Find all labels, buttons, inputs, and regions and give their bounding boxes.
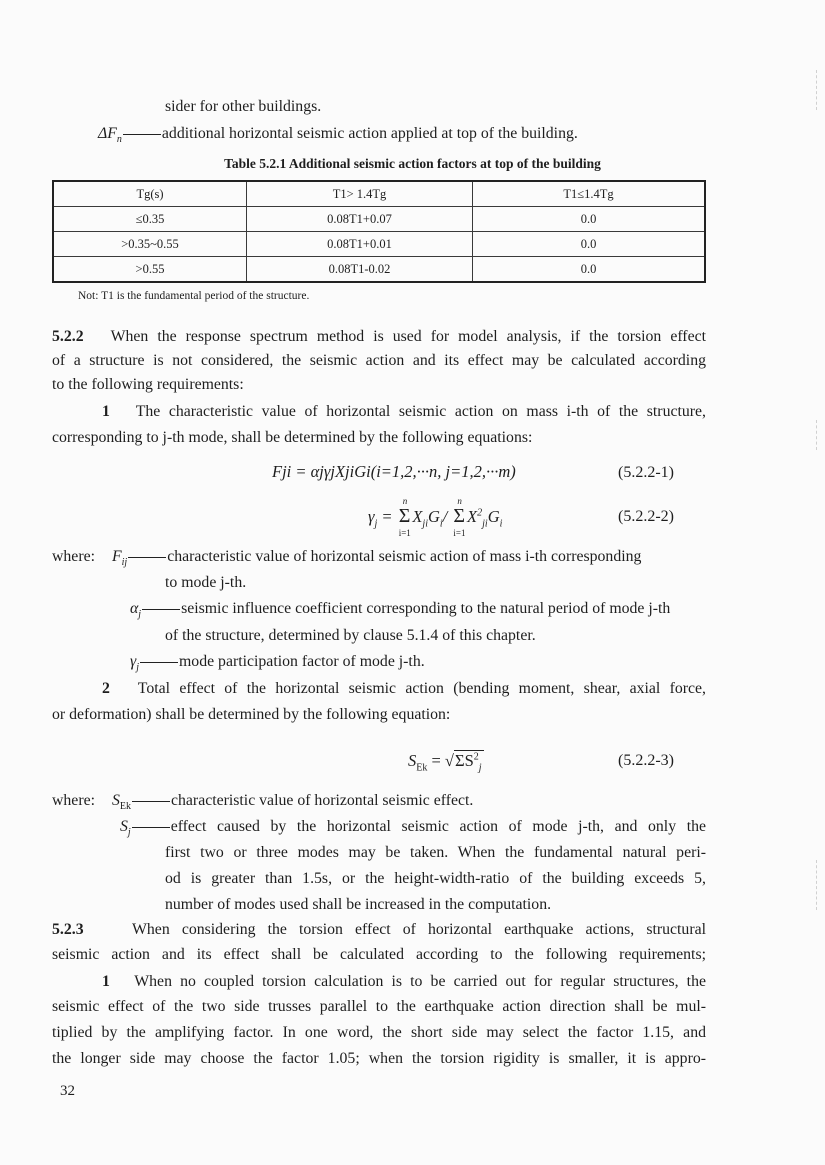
- table-note: Not: T1 is the fundamental period of the structure.: [78, 290, 310, 302]
- item-1-line1: [102, 973, 706, 991]
- item-1-line2: corresponding to j-th mode, shall be determined by the following equations:: [52, 429, 533, 446]
- definition-sj-cont: od is greater than 1.5s, or the height-width-ratio of the building exceeds 5,: [165, 870, 706, 887]
- equation-5-2-2-3: $S_{Ek} = √\Sigma S^2_j$: [408, 751, 482, 774]
- table-cell: 0.0: [473, 257, 706, 283]
- definition-text: characteristic value of horizontal seismic effect.: [171, 792, 474, 809]
- clause-5-2-3-line1: [52, 921, 706, 939]
- definition-text: seismic influence coefficient corresponding to the natural period of mode j-th: [181, 600, 671, 617]
- table-caption: Table 5.2.1 Additional seismic action factors at top of the building: [224, 156, 601, 171]
- item-1-line3: tiplied by the amplifying factor. In one word, the short side may select the factor 1.15, and: [52, 1024, 706, 1041]
- definition-dash: [123, 134, 161, 135]
- definition-sj-cont: first two or three modes may be taken. When the fundamental natural peri-: [165, 844, 706, 861]
- clause-5-2-3-line2: seismic action and its effect shall be calculated according to the following requirements;: [52, 946, 706, 963]
- delta-f-text: additional horizontal seismic action applied at top of the building.: [161, 125, 578, 142]
- definition-sek: $S_{Ek}$ characteristic value of horizontal seismic effect.: [112, 792, 474, 813]
- definition-dash: [140, 662, 178, 663]
- equation-number: (5.2.2-2): [618, 508, 674, 525]
- definition-gamma: $\gamma_j$ mode participation factor of mode j-th.: [130, 653, 425, 674]
- table-row: [53, 232, 705, 257]
- where-label: where:: [52, 792, 95, 809]
- clause-5-2-2-line3: to the following requirements:: [52, 376, 244, 393]
- item-number: 1: [102, 973, 110, 990]
- item-2-line2: or deformation) shall be determined by the following equation:: [52, 706, 451, 723]
- definition-dash: [132, 801, 170, 802]
- definition-dash: [132, 827, 170, 828]
- table-row: [53, 207, 705, 232]
- clause-text: When considering the torsion effect of horizontal earthquake actions, structural: [132, 921, 706, 938]
- scan-edge-mark: [816, 70, 817, 110]
- table-cell: ≤0.35: [53, 207, 247, 232]
- table-header-cell: Tg(s): [53, 181, 247, 207]
- clause-5-2-2-line1: [52, 328, 706, 346]
- seismic-factor-table: [52, 180, 706, 283]
- equation-number: (5.2.2-3): [618, 752, 674, 769]
- table-header-row: [53, 181, 705, 207]
- scan-edge-mark: [816, 420, 817, 450]
- item-text: The characteristic value of horizontal seismic action on mass i-th of the structure,: [135, 403, 706, 420]
- item-text: Total effect of the horizontal seismic action (bending moment, shear, axial force,: [137, 680, 706, 697]
- delta-f-symbol: ΔF: [98, 125, 117, 142]
- item-1-line2: seismic effect of the two side trusses parallel to the earthquake action direction shall be mul-: [52, 998, 706, 1015]
- definition-fij: $F_{ij}$ characteristic value of horizontal seismic action of mass i-th corresponding: [112, 548, 642, 569]
- equation-5-2-2-2: $\gamma_j$ = n Σ i=1 $X_{ji}G_i/$ n Σ i=1 $X^2_{ji}G_i$: [368, 496, 503, 538]
- definition-dash: [142, 609, 180, 610]
- definition-fij-cont: to mode j-th.: [165, 574, 247, 591]
- clause-number: 5.2.2: [52, 328, 84, 345]
- item-number: 1: [102, 403, 110, 420]
- definition-sj-cont: number of modes used shall be increased in the computation.: [165, 896, 552, 913]
- item-2-line1: [102, 680, 706, 698]
- table-row: [53, 257, 705, 283]
- definition-text: mode participation factor of mode j-th.: [179, 653, 425, 670]
- clause-text: When the response spectrum method is used for model analysis, if the torsion effect: [110, 328, 706, 345]
- table-cell: 0.0: [473, 232, 706, 257]
- delta-f-subscript: n: [116, 134, 122, 146]
- where-label: where:: [52, 548, 95, 565]
- definition-alpha-cont: of the structure, determined by clause 5.1.4 of this chapter.: [165, 627, 536, 644]
- table-header-cell: T1≤1.4Tg: [473, 181, 706, 207]
- definition-text: characteristic value of horizontal seismic action of mass i-th corresponding: [167, 548, 642, 565]
- table-header-cell: T1> 1.4Tg: [247, 181, 473, 207]
- table-cell: >0.35~0.55: [53, 232, 247, 257]
- delta-f-definition: [98, 125, 578, 146]
- item-1-line4: the longer side may choose the factor 1.05; when the torsion rigidity is smaller, it is appro-: [52, 1050, 706, 1067]
- definition-sj: $S_j$ effect caused by the horizontal seismic action of mode j-th, and only the: [120, 818, 706, 839]
- clause-5-2-2-line2: of a structure is not considered, the seismic action and its effect may be calculated according: [52, 352, 706, 369]
- clause-number: 5.2.3: [52, 921, 84, 938]
- definition-alpha: $\alpha_j$ seismic influence coefficient corresponding to the natural period of mode j-th: [130, 600, 671, 621]
- page-number: 32: [60, 1083, 75, 1099]
- continued-text: sider for other buildings.: [165, 98, 322, 115]
- equation-5-2-2-1: Fji = αjγjXjiGi(i=1,2,···n, j=1,2,···m): [272, 462, 516, 481]
- table-cell: 0.08T1+0.01: [247, 232, 473, 257]
- item-1-line1: [102, 403, 706, 421]
- scan-edge-mark: [816, 860, 817, 910]
- item-number: 2: [102, 680, 110, 697]
- definition-text: effect caused by the horizontal seismic action of mode j-th, and only the: [170, 818, 706, 835]
- table-cell: >0.55: [53, 257, 247, 283]
- item-text: When no coupled torsion calculation is to be carried out for regular structures, the: [134, 973, 706, 990]
- definition-dash: [128, 557, 166, 558]
- equation-number: (5.2.2-1): [618, 464, 674, 481]
- table-cell: 0.08T1+0.07: [247, 207, 473, 232]
- table-cell: 0.08T1-0.02: [247, 257, 473, 283]
- table-cell: 0.0: [473, 207, 706, 232]
